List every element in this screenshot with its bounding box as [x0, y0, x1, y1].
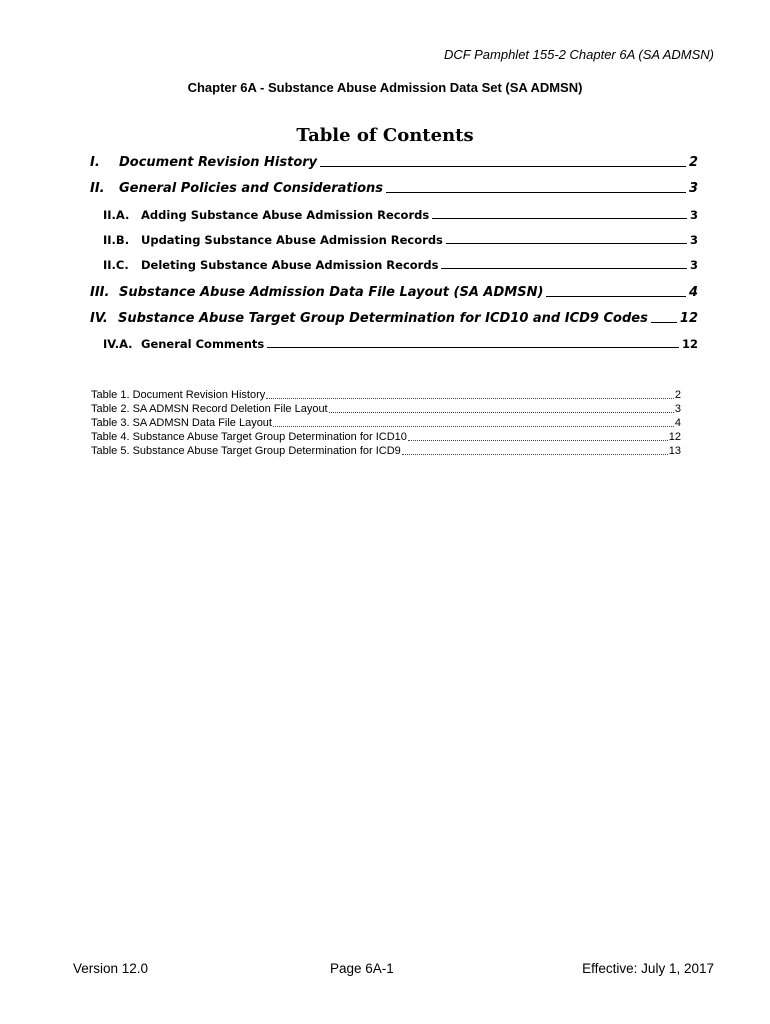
- toc-heading: Table of Contents: [296, 125, 474, 146]
- toc-entry-title: Deleting Substance Abuse Admission Records: [141, 258, 439, 272]
- table-entry-title: Table 5. Substance Abuse Target Group Determination for ICD9: [91, 445, 401, 457]
- table-entry-title: Table 2. SA ADMSN Record Deletion File Layout: [91, 403, 328, 415]
- toc-entry-page: 4: [688, 285, 698, 300]
- running-header: DCF Pamphlet 155-2 Chapter 6A (SA ADMSN): [444, 47, 714, 62]
- table-entry-page: 4: [674, 417, 681, 429]
- toc-entry-title: General Policies and Considerations: [119, 181, 384, 196]
- toc-entry-number: II.B.: [103, 233, 130, 247]
- toc-entry-updating-records[interactable]: [90, 233, 698, 247]
- toc-entry-title: Adding Substance Abuse Admission Records: [141, 208, 430, 222]
- toc-entry-title: Document Revision History: [119, 155, 318, 170]
- leader-line: [267, 347, 679, 348]
- toc-entry-number: II.A.: [103, 208, 130, 222]
- leader-line: [546, 296, 686, 297]
- leader-line: [386, 192, 686, 193]
- table-entry-page: 12: [668, 431, 681, 443]
- toc-entry-number: IV.A.: [103, 337, 133, 351]
- toc-entry-page: 3: [689, 233, 698, 247]
- toc-entry-page: 3: [688, 181, 698, 196]
- toc-entry-title: Substance Abuse Target Group Determination for ICD10 and ICD9 Codes: [118, 311, 648, 326]
- toc-entry-number: IV.: [90, 311, 108, 326]
- toc-entry-data-file-layout[interactable]: [90, 285, 698, 300]
- table-entry-page: 2: [674, 389, 681, 401]
- dotted-leader: [402, 454, 668, 455]
- dotted-leader: [408, 440, 668, 441]
- toc-entry-general-comments[interactable]: [90, 337, 698, 351]
- table-list-entry[interactable]: [91, 444, 681, 458]
- table-entry-title: Table 1. Document Revision History: [91, 389, 266, 401]
- table-entry-page: 13: [668, 445, 681, 457]
- footer-version: Version 12.0: [73, 961, 149, 976]
- table-list-entry[interactable]: [91, 416, 681, 430]
- leader-line: [651, 322, 677, 323]
- toc-entry-page: 12: [681, 337, 698, 351]
- table-list-entry[interactable]: [91, 388, 681, 402]
- footer-effective-date: Effective: July 1, 2017: [582, 961, 714, 976]
- table-entry-title: Table 4. Substance Abuse Target Group Determination for ICD10: [91, 431, 407, 443]
- chapter-title: Chapter 6A - Substance Abuse Admission Data Set (SA ADMSN): [187, 80, 583, 95]
- toc-entry-title: Updating Substance Abuse Admission Records: [141, 233, 443, 247]
- toc-entry-number: III.: [90, 285, 110, 300]
- toc-entry-number: II.: [90, 181, 105, 196]
- toc-entry-number: I.: [90, 155, 100, 170]
- table-list-entry[interactable]: [91, 402, 681, 416]
- leader-line: [441, 268, 687, 269]
- dotted-leader: [266, 398, 674, 399]
- toc-entry-page: 3: [689, 258, 698, 272]
- toc-entry-revision-history[interactable]: [90, 155, 698, 170]
- toc-entry-title: Substance Abuse Admission Data File Layout (SA ADMSN): [119, 285, 544, 300]
- table-entry-page: 3: [674, 403, 681, 415]
- leader-line: [432, 218, 687, 219]
- toc-entry-page: 12: [679, 311, 698, 326]
- dotted-leader: [329, 412, 674, 413]
- toc-entry-page: 3: [689, 208, 698, 222]
- toc-entry-page: 2: [688, 155, 698, 170]
- toc-entry-adding-records[interactable]: [90, 208, 698, 222]
- leader-line: [446, 243, 687, 244]
- table-entry-title: Table 3. SA ADMSN Data File Layout: [91, 417, 272, 429]
- toc-entry-deleting-records[interactable]: [90, 258, 698, 272]
- toc-entry-general-policies[interactable]: [90, 181, 698, 196]
- table-list-entry[interactable]: [91, 430, 681, 444]
- toc-entry-title: General Comments: [141, 337, 265, 351]
- list-of-tables: [91, 388, 681, 458]
- footer-page-number: Page 6A-1: [330, 961, 394, 976]
- leader-line: [320, 166, 686, 167]
- toc-entry-number: II.C.: [103, 258, 129, 272]
- toc-entry-target-group[interactable]: [90, 311, 698, 326]
- dotted-leader: [273, 426, 674, 427]
